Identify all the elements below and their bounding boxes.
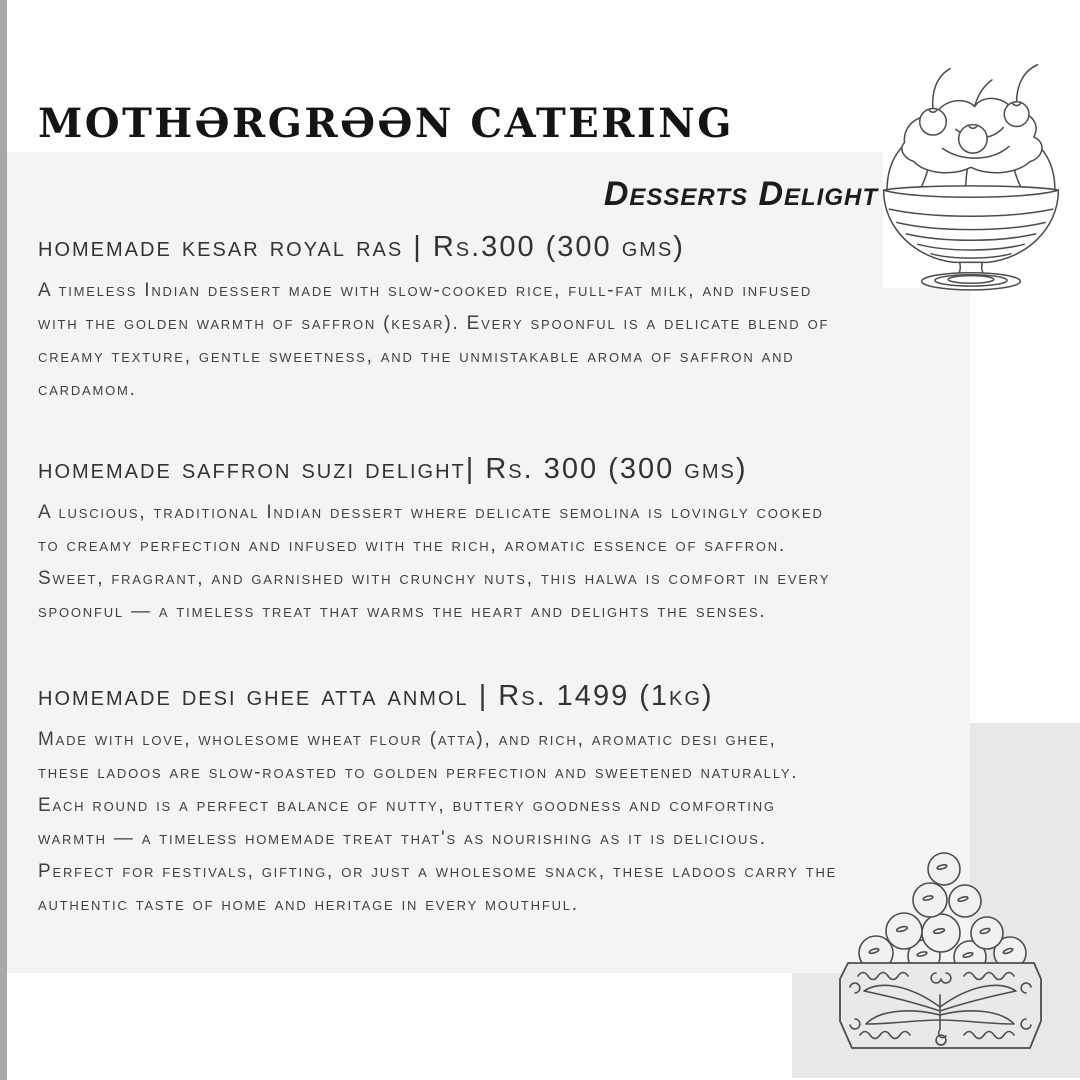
description-line: Made with love, wholesome wheat flour (atta), and rich, aromatic desi ghee, — [38, 729, 777, 750]
description-line: with the golden warmth of saffron (kesar). Every spoonful is a delicate blend of — [38, 313, 830, 334]
page-subtitle: Desserts Delight — [603, 175, 878, 213]
item-description — [38, 274, 829, 406]
item-heading: homemade saffron suzi delight| Rs. 300 (300 gms) — [38, 453, 748, 485]
item-heading: homemade desi ghee atta anmol | Rs. 1499 (1kg) — [38, 680, 714, 712]
description-line: authentic taste of home and heritage in every mouthful. — [38, 894, 579, 915]
ice-cream-sundae-icon — [876, 48, 1066, 300]
description-line: A luscious, traditional Indian dessert where delicate semolina is lovingly cooked — [38, 502, 824, 523]
description-line: Perfect for festivals, gifting, or just a wholesome snack, these ladoos carry the — [38, 861, 838, 882]
description-line: creamy texture, gentle sweetness, and the unmistakable aroma of saffron and — [38, 346, 795, 367]
brand-title: MOTHƏRGRƏƏN CATERING — [38, 100, 734, 147]
description-line: cardamom. — [38, 379, 137, 400]
description-line: A timeless Indian dessert made with slow-cooked rice, full-fat milk, and infused — [38, 280, 813, 301]
item-description — [38, 496, 830, 628]
left-edge-strip — [0, 0, 7, 1080]
description-line: Sweet, fragrant, and garnished with crunchy nuts, this halwa is comfort in every — [38, 568, 831, 589]
description-line: Each round is a perfect balance of nutty, buttery goodness and comforting — [38, 795, 776, 816]
ladoo-tray-icon — [838, 845, 1043, 1055]
description-line: these ladoos are slow-roasted to golden perfection and sweetened naturally. — [38, 762, 799, 783]
item-heading: homemade kesar royal ras | Rs.300 (300 gms) — [38, 231, 685, 263]
description-line: warmth — a timeless homemade treat that's as nourishing as it is delicious. — [38, 828, 767, 849]
menu-item-desi-ghee-atta-anmol — [38, 678, 837, 921]
menu-item-kesar-royal-ras — [38, 229, 829, 406]
menu-item-saffron-suzi-delight — [38, 451, 830, 628]
description-line: spoonful — a timeless treat that warms the heart and delights the senses. — [38, 601, 767, 622]
item-description — [38, 723, 837, 921]
description-line: to creamy perfection and infused with the rich, aromatic essence of saffron. — [38, 535, 787, 556]
